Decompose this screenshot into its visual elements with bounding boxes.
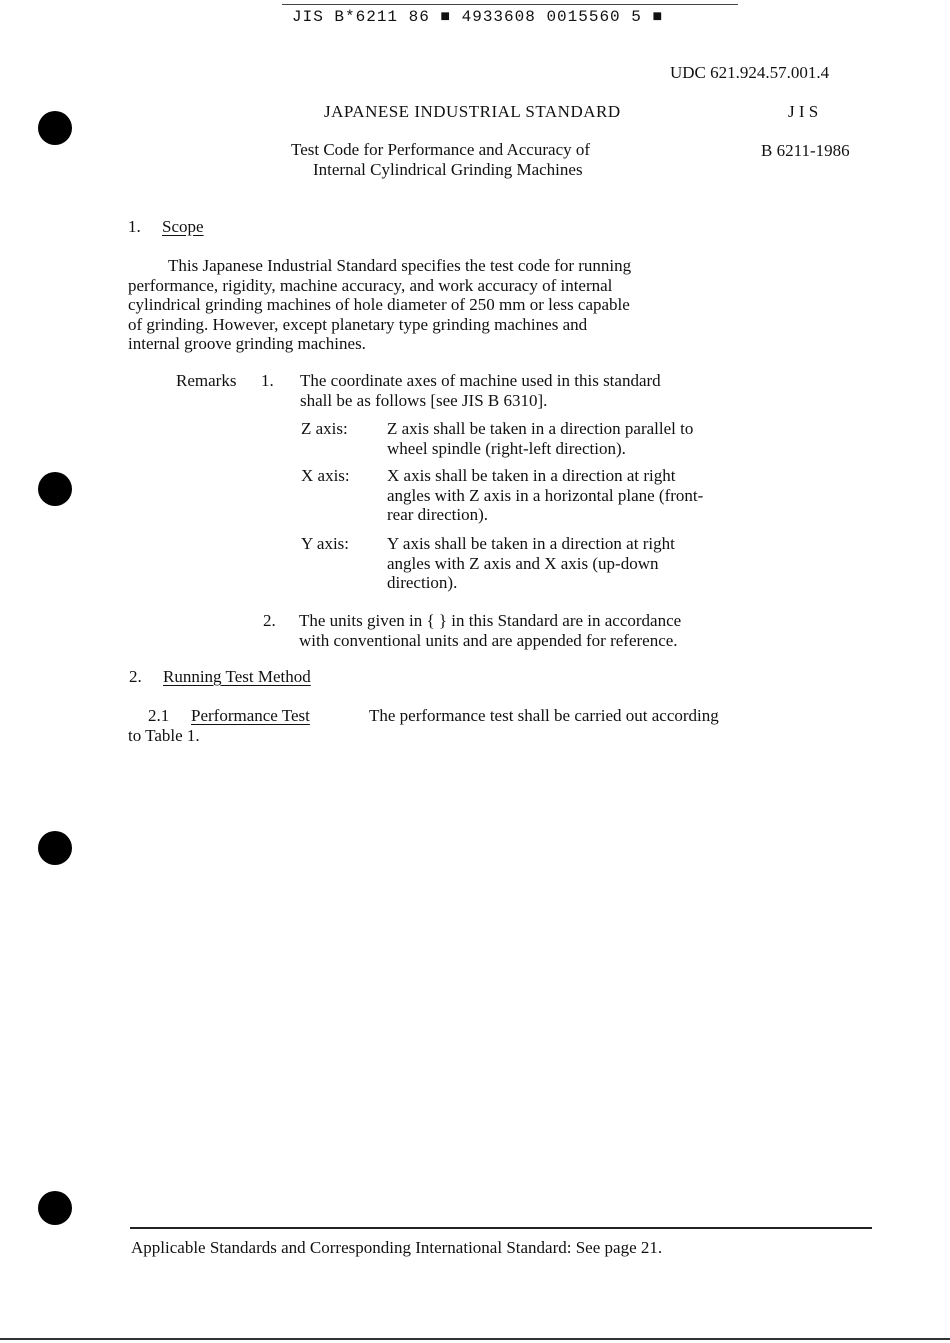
z-axis-label: Z axis:	[301, 419, 348, 438]
scope-line: performance, rigidity, machine accuracy, and work accuracy of internal	[128, 275, 613, 295]
scope-line: internal groove grinding machines.	[128, 334, 366, 353]
remark-2-text	[299, 611, 681, 650]
punch-hole	[38, 472, 72, 506]
x-axis-label: X axis:	[301, 466, 350, 485]
axis-line: rear direction).	[387, 505, 488, 524]
remark-1-number: 1.	[261, 371, 274, 390]
punch-hole	[38, 111, 72, 145]
subsection-number: 2.1	[148, 706, 170, 725]
doc-code-rule	[282, 4, 738, 5]
y-axis-text	[387, 534, 675, 593]
udc-number: UDC 621.924.57.001.4	[670, 63, 830, 82]
subsection-heading: Performance Test	[191, 706, 310, 725]
axis-line: Z axis shall be taken in a direction parallel to	[387, 419, 694, 438]
standard-number: B 6211-1986	[761, 141, 850, 160]
footer-note: Applicable Standards and Corresponding International Standard: See page 21.	[131, 1238, 663, 1257]
scan-edge	[0, 1338, 950, 1340]
footer-rule	[130, 1227, 872, 1229]
punch-hole	[38, 831, 72, 865]
punch-hole	[38, 1191, 72, 1225]
y-axis-label: Y axis:	[301, 534, 350, 553]
running-heading: Running Test Method	[163, 667, 311, 686]
remark-2-number: 2.	[263, 611, 276, 630]
remarks-label: Remarks	[176, 371, 237, 390]
running-number: 2.	[129, 667, 142, 686]
axis-line: angles with Z axis in a horizontal plane (front-	[387, 485, 704, 505]
axis-line: Y axis shall be taken in a direction at right	[387, 534, 675, 553]
scope-paragraph	[128, 256, 631, 354]
subsection-text-continued: to Table 1.	[128, 726, 200, 745]
axis-line: angles with Z axis and X axis (up-down	[387, 553, 659, 573]
scope-line: of grinding. However, except planetary type grinding machines and	[128, 314, 588, 334]
remark-line: The coordinate axes of machine used in this standard	[300, 371, 661, 390]
jis-label: J I S	[788, 102, 819, 121]
remark-line: The units given in { } in this Standard are in accordance	[299, 611, 682, 630]
subsection-text: The performance test shall be carried out according	[369, 706, 719, 725]
doc-code: JIS B*6211 86 ■ 4933608 0015560 5 ■	[292, 8, 664, 26]
title-line-1: Test Code for Performance and Accuracy of	[291, 140, 591, 159]
scope-line: This Japanese Industrial Standard specifies the test code for running	[168, 256, 632, 275]
remark-line: with conventional units and are appended for reference.	[299, 630, 678, 650]
x-axis-text	[387, 466, 703, 525]
z-axis-text	[387, 419, 693, 458]
axis-line: direction).	[387, 573, 458, 592]
standard-name: JAPANESE INDUSTRIAL STANDARD	[324, 102, 621, 121]
scope-heading: Scope	[162, 217, 204, 236]
remark-line: shall be as follows [see JIS B 6310].	[300, 390, 548, 410]
axis-line: wheel spindle (right-left direction).	[387, 438, 626, 458]
remark-1-text	[300, 371, 661, 410]
scope-line: cylindrical grinding machines of hole diameter of 250 mm or less capable	[128, 295, 630, 314]
axis-line: X axis shall be taken in a direction at right	[387, 466, 676, 485]
title-line-2: Internal Cylindrical Grinding Machines	[313, 160, 583, 179]
scope-number: 1.	[128, 217, 141, 236]
